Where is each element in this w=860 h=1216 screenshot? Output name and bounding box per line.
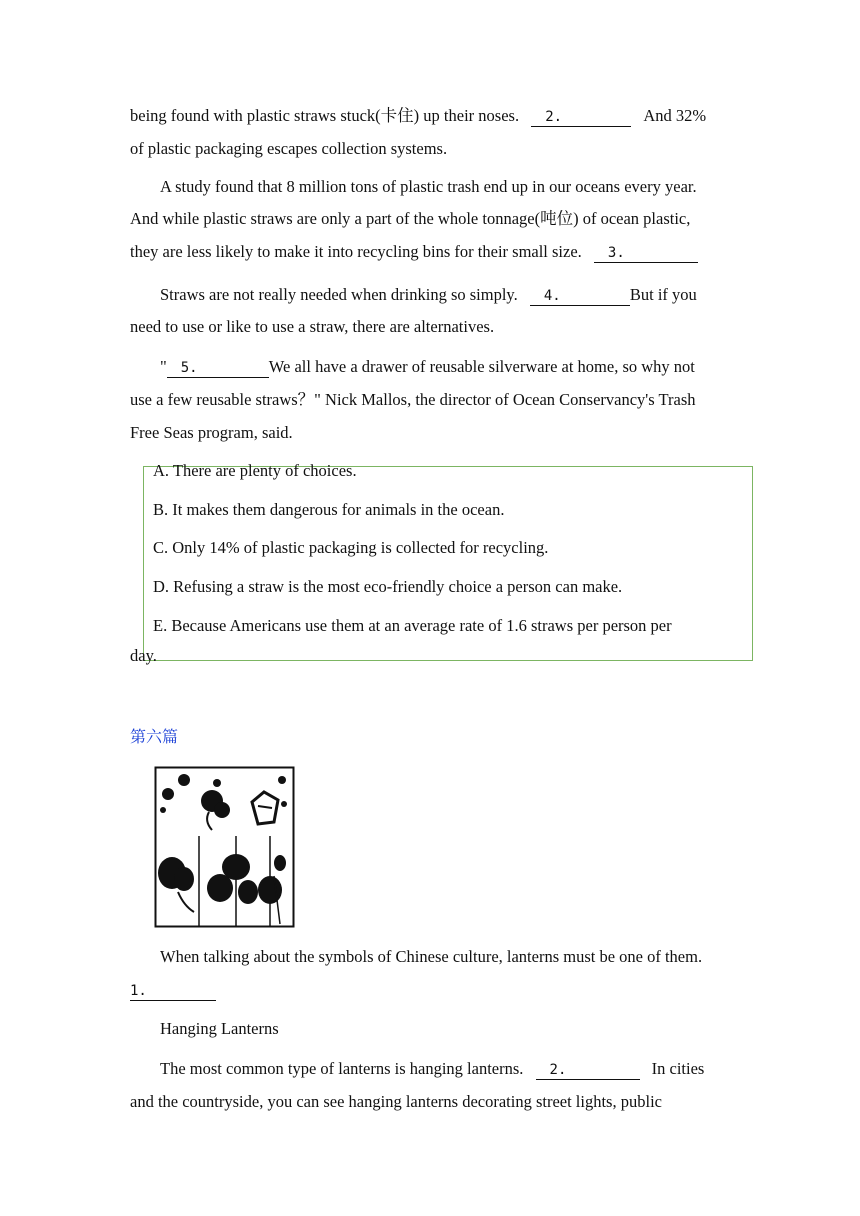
answer-blank-5[interactable]: 5. xyxy=(167,359,269,378)
text: We all have a drawer of reusable silverware at home, so why not xyxy=(268,357,695,376)
option-b: B. It makes them dangerous for animals in the ocean. xyxy=(153,500,505,519)
answer-blank-1[interactable]: 1. xyxy=(130,982,216,1001)
text: " xyxy=(160,357,167,376)
section-heading: 第六篇 xyxy=(130,727,179,746)
paragraph-line: use a few reusable straws？" Nick Mallos, the director of Ocean Conservancy's Trash xyxy=(130,390,696,409)
text: But if you xyxy=(629,285,697,304)
hanging-lanterns-illustration xyxy=(154,766,295,928)
option-c: C. Only 14% of plastic packaging is collected for recycling. xyxy=(153,538,549,557)
answer-blank-2[interactable]: 2. xyxy=(536,1061,640,1080)
paragraph-line: And while plastic straws are only a part of the whole tonnage(吨位) of ocean plastic, xyxy=(130,209,691,228)
paragraph-line xyxy=(130,242,698,263)
subheading: Hanging Lanterns xyxy=(160,1019,279,1038)
paragraph-line: A study found that 8 million tons of plastic trash end up in our oceans every year. xyxy=(160,177,697,196)
paragraph-line xyxy=(160,357,695,378)
paragraph-line xyxy=(160,285,697,306)
text: The most common type of lanterns is hanging lanterns. xyxy=(160,1059,524,1078)
option-a: A. There are plenty of choices. xyxy=(153,461,357,480)
paragraph-line xyxy=(130,106,706,127)
paragraph-line xyxy=(130,980,216,1001)
paragraph-line: Free Seas program, said. xyxy=(130,423,293,442)
answer-blank-4[interactable]: 4. xyxy=(530,287,630,306)
paragraph-line: When talking about the symbols of Chinese culture, lanterns must be one of them. xyxy=(160,947,703,966)
option-e-continued: day. xyxy=(130,646,157,665)
option-d: D. Refusing a straw is the most eco-friendly choice a person can make. xyxy=(153,577,623,596)
answer-blank-2[interactable]: 2. xyxy=(531,108,631,127)
paragraph-line: of plastic packaging escapes collection systems. xyxy=(130,139,448,158)
paragraph-line xyxy=(160,1059,704,1080)
text: Straws are not really needed when drinking so simply. xyxy=(160,285,518,304)
text: being found with plastic straws stuck(卡住) up their noses. xyxy=(130,106,520,125)
paragraph-line: and the countryside, you can see hanging lanterns decorating street lights, public xyxy=(130,1092,662,1111)
option-e: E. Because Americans use them at an average rate of 1.6 straws per person per xyxy=(153,616,672,635)
text: In cities xyxy=(651,1059,705,1078)
paragraph-line: need to use or like to use a straw, there are alternatives. xyxy=(130,317,495,336)
answer-blank-3[interactable]: 3. xyxy=(594,244,698,263)
text: And 32% xyxy=(643,106,707,125)
text: they are less likely to make it into recycling bins for their small size. xyxy=(130,242,582,261)
